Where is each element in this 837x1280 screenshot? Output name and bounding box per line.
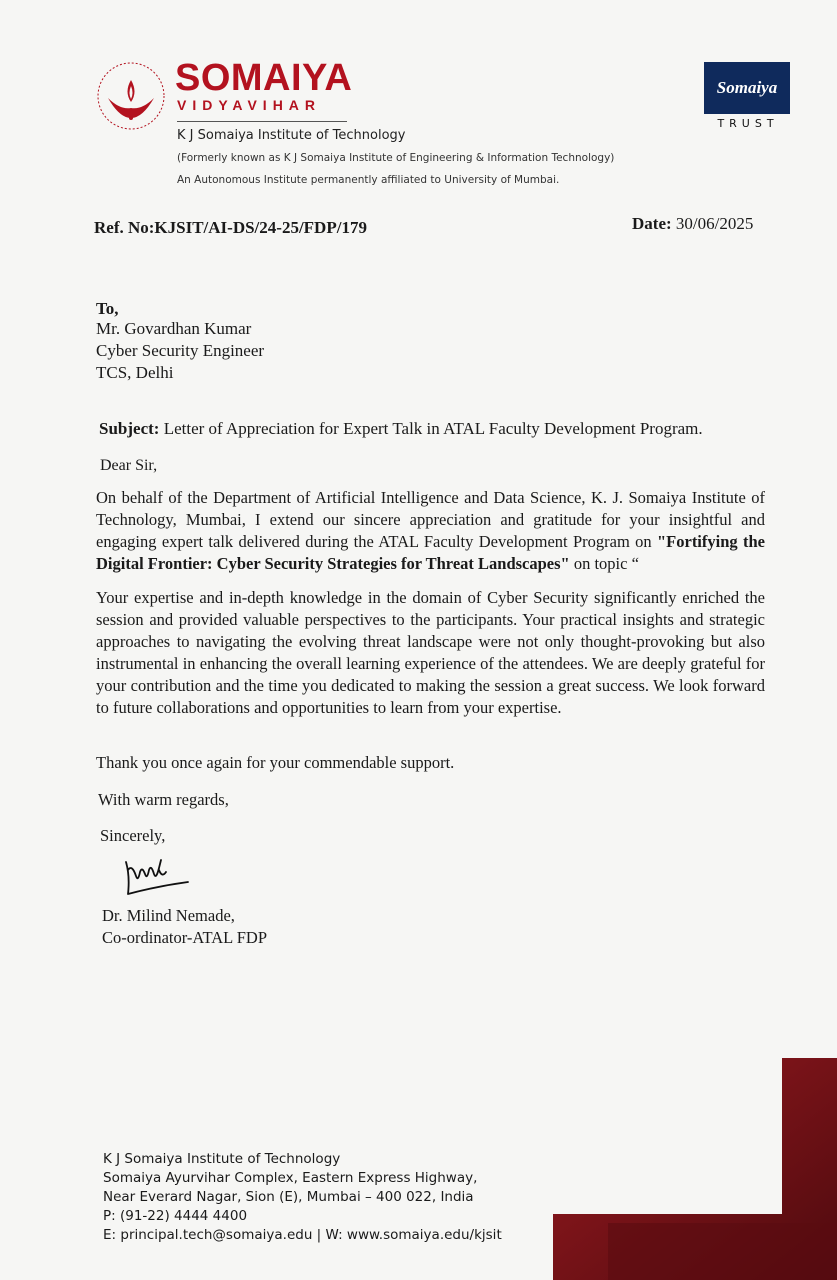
subject-line [99,419,703,439]
subject-label: Subject: [99,419,160,438]
body-paragraph-2: Your expertise and in-depth knowledge in the domain of Cyber Security significantly enriched the session and provided valuable perspectives to the participants. Your practical insights and strategic approaches to navigating the evolving threat landscape were not only thought-provoking but also instrumental in enhancing the overall learning experience of the attendees. We are deeply grateful for your contribution and the time you dedicated to making the session a great success. We look forward to future collaborations and opportunities to learn from your expertise. [96,588,765,717]
recipient-to-label: To, [96,299,119,318]
footer-institute: K J Somaiya Institute of Technology [103,1151,341,1167]
institute-affiliation: An Autonomous Institute permanently affiliated to University of Mumbai. [177,174,560,186]
reference-number: Ref. No:KJSIT/AI-DS/24-25/FDP/179 [94,218,367,237]
date-label: Date: [632,214,672,233]
p1-end: on topic “ [569,554,639,573]
trust-label: TRUST [717,117,779,130]
sincerely-line: Sincerely, [100,826,166,845]
brand-name: SOMAIYA [175,57,353,99]
institute-name: K J Somaiya Institute of Technology [177,128,406,143]
footer-phone: P: (91-22) 4444 4400 [103,1208,248,1224]
institute-former-name: (Formerly known as K J Somaiya Institute of Engineering & Information Technology) [177,152,615,164]
footer-email-web: E: principal.tech@somaiya.edu | W: www.somaiya.edu/kjsit [103,1227,502,1243]
somaiya-emblem-logo [94,58,168,142]
letter-date [632,214,753,234]
footer-address-1: Somaiya Ayurvihar Complex, Eastern Express Highway, [103,1170,478,1186]
body-paragraph-1 [96,487,765,575]
date-value: 30/06/2025 [675,214,754,233]
salutation: Dear Sir, [100,457,158,474]
p1-text: On behalf of the Department of Artificial Intelligence and Data Science, K. J. Somaiya Institute of Technology, Mumbai, I extend our sincere appreciation and gratitude for your insightful and engaging expert talk delivered during the ATAL Faculty Development Program on [96,488,765,551]
subject-text: Letter of Appreciation for Expert Talk in ATAL Faculty Development Program. [163,419,703,438]
signature-image [118,856,198,900]
brand-subtitle: VIDYAVIHAR [177,97,322,113]
recipient-title: Cyber Security Engineer [96,341,265,360]
footer-address-2: Near Everard Nagar, Sion (E), Mumbai – 400 022, India [103,1189,474,1205]
program-title: "Fortifying the Digital Frontier: Cyber Security Strategies for Threat Landscapes" [96,532,765,573]
signer-role: Co-ordinator-ATAL FDP [102,928,268,947]
recipient-organization: TCS, Delhi [96,363,174,382]
somaiya-trust-logo: Somaiya [704,62,790,114]
closing-line: With warm regards, [98,790,229,809]
recipient-name: Mr. Govardhan Kumar [96,319,252,338]
footer-corner-decoration [553,1058,837,1280]
header-divider [177,121,347,122]
signer-name: Dr. Milind Nemade, [102,906,235,925]
body-paragraph-3: Thank you once again for your commendable support. [96,753,455,772]
